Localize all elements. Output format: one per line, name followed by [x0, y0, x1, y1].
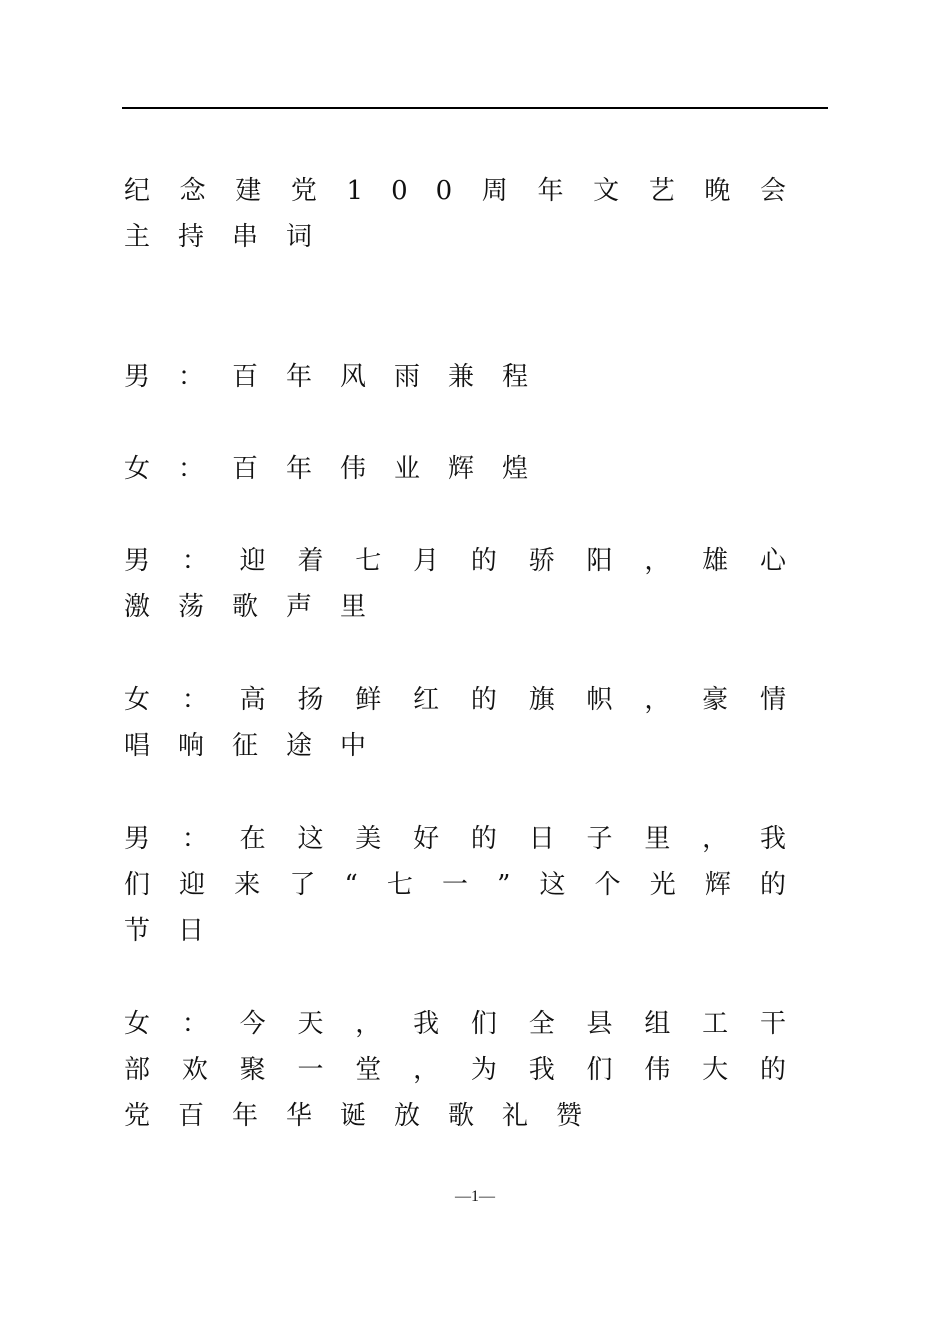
paragraph-4: 女：高扬鲜红的旗帜，豪情唱响征途中 — [124, 685, 814, 761]
page-number: —1— — [455, 1188, 495, 1205]
header-rule — [122, 107, 828, 109]
paragraph-5: 男：在这美好的日子里，我们迎来了“七一”这个光辉的节日 — [124, 824, 814, 946]
document-title: 纪念建党100周年文艺晚会主持串词 — [124, 176, 814, 252]
paragraph-1: 男：百年风雨兼程 — [124, 362, 557, 392]
paragraph-6: 女：今天，我们全县组工干部欢聚一堂，为我们伟大的党百年华诞放歌礼赞 — [124, 1009, 814, 1131]
paragraph-3: 男：迎着七月的骄阳，雄心激荡歌声里 — [124, 546, 814, 622]
paragraph-2: 女：百年伟业辉煌 — [124, 454, 557, 484]
